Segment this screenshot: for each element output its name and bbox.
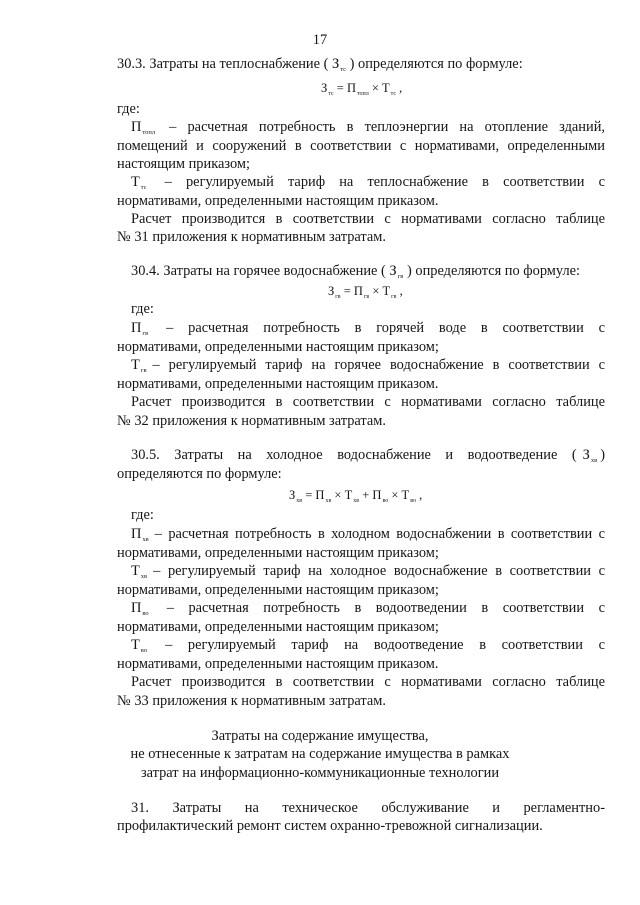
definition-p-hv: $П_{хв}$ – расчетная потребность в холодном водоснабжении в соответствии с: [131, 526, 605, 543]
definition-p-hv-cont: нормативами, определенными настоящим приказом;: [117, 545, 439, 561]
definition-p-topl: $П_{топл}$ – расчетная потребность в теплоэнергии на отопление зданий,: [131, 119, 605, 136]
section-30-5-intro-cont: определяются по формуле:: [117, 466, 282, 482]
definition-t-hv-cont: нормативами, определенными настоящим приказом;: [117, 582, 439, 598]
definition-t-gv: $Т_{гв}$ – регулируемый тариф на горячее водоснабжение в соответствии с: [131, 357, 605, 374]
where-label: где:: [131, 301, 154, 317]
definition-t-ts-cont: нормативами, определенными настоящим приказом.: [117, 193, 439, 209]
definition-p-gv: $П_{гв}$ – расчетная потребность в горячей воде в соответствии с: [131, 320, 605, 337]
where-label: где:: [117, 101, 140, 117]
calc-note-30-3: Расчет производится в соответствии с нормативами согласно таблице: [131, 211, 605, 227]
section-30-5-intro: 30.5. Затраты на холодное водоснабжение и водоотведение ( $З_{хв}$ ): [131, 446, 605, 467]
formula-30-5: $З_{хв} = П_{хв} \times Т_{хв} + П_{во} \times Т_{во}$ ,: [289, 488, 423, 504]
formula-30-4: $З_{гв} = П_{гв} \times Т_{гв}$ ,: [328, 284, 403, 300]
definition-t-ts: $Т_{тс}$ – регулируемый тариф на теплоснабжение в соответствии с: [131, 174, 605, 191]
symbol-z-gv: $З_{гв}$: [389, 263, 404, 280]
definition-p-vo-cont: нормативами, определенными настоящим приказом;: [117, 619, 439, 635]
formula-30-3: $З_{тс} = П_{топл} \times Т_{тс}$ ,: [321, 81, 403, 97]
section-31-line-2: профилактический ремонт систем охранно-тревожной сигнализации.: [117, 818, 543, 834]
section-heading-line-2: не отнесенные к затратам на содержание имущества в рамках: [130, 746, 510, 762]
definition-p-topl-cont: помещений и сооружений в соответствии с нормативами, определенными: [117, 138, 605, 154]
definition-t-gv-cont: нормативами, определенными настоящим приказом.: [117, 376, 439, 392]
section-heading-line-1: Затраты на содержание имущества,: [211, 728, 429, 744]
definition-t-hv: $Т_{хв}$ – регулируемый тариф на холодное водоснабжение в соответствии с: [131, 563, 605, 580]
definition-p-topl-end: настоящим приказом;: [117, 156, 250, 172]
calc-note-30-4: Расчет производится в соответствии с нормативами согласно таблице: [131, 394, 605, 410]
definition-t-vo: $Т_{во}$ – регулируемый тариф на водоотведение в соответствии с: [131, 637, 605, 654]
symbol-z-ts: $З_{тс}$: [332, 56, 347, 73]
definition-p-vo: $П_{во}$ – расчетная потребность в водоотведении в соответствии с: [131, 600, 605, 617]
definition-p-gv-cont: нормативами, определенными настоящим приказом;: [117, 339, 439, 355]
calc-note-30-5-cont: № 33 приложения к нормативным затратам.: [117, 693, 386, 709]
section-30-4-intro: 30.4. Затраты на горячее водоснабжение ( $З_{гв}$ ) определяются по формуле:: [131, 263, 581, 280]
definition-t-vo-cont: нормативами, определенными настоящим приказом.: [117, 656, 439, 672]
calc-note-30-3-cont: № 31 приложения к нормативным затратам.: [117, 229, 386, 245]
calc-note-30-5: Расчет производится в соответствии с нормативами согласно таблице: [131, 674, 605, 690]
section-31-line-1: 31. Затраты на техническое обслуживание и регламентно-: [131, 800, 605, 816]
where-label: где:: [131, 507, 154, 523]
page-number: 17: [312, 32, 328, 48]
symbol-z-hv: $З_{хв}$: [582, 447, 598, 464]
section-30-3-intro: 30.3. Затраты на теплоснабжение ( $З_{тс}$ ) определяются по формуле:: [117, 56, 523, 73]
calc-note-30-4-cont: № 32 приложения к нормативным затратам.: [117, 413, 386, 429]
section-heading-line-3: затрат на информационно-коммуникационные технологии: [140, 765, 500, 781]
